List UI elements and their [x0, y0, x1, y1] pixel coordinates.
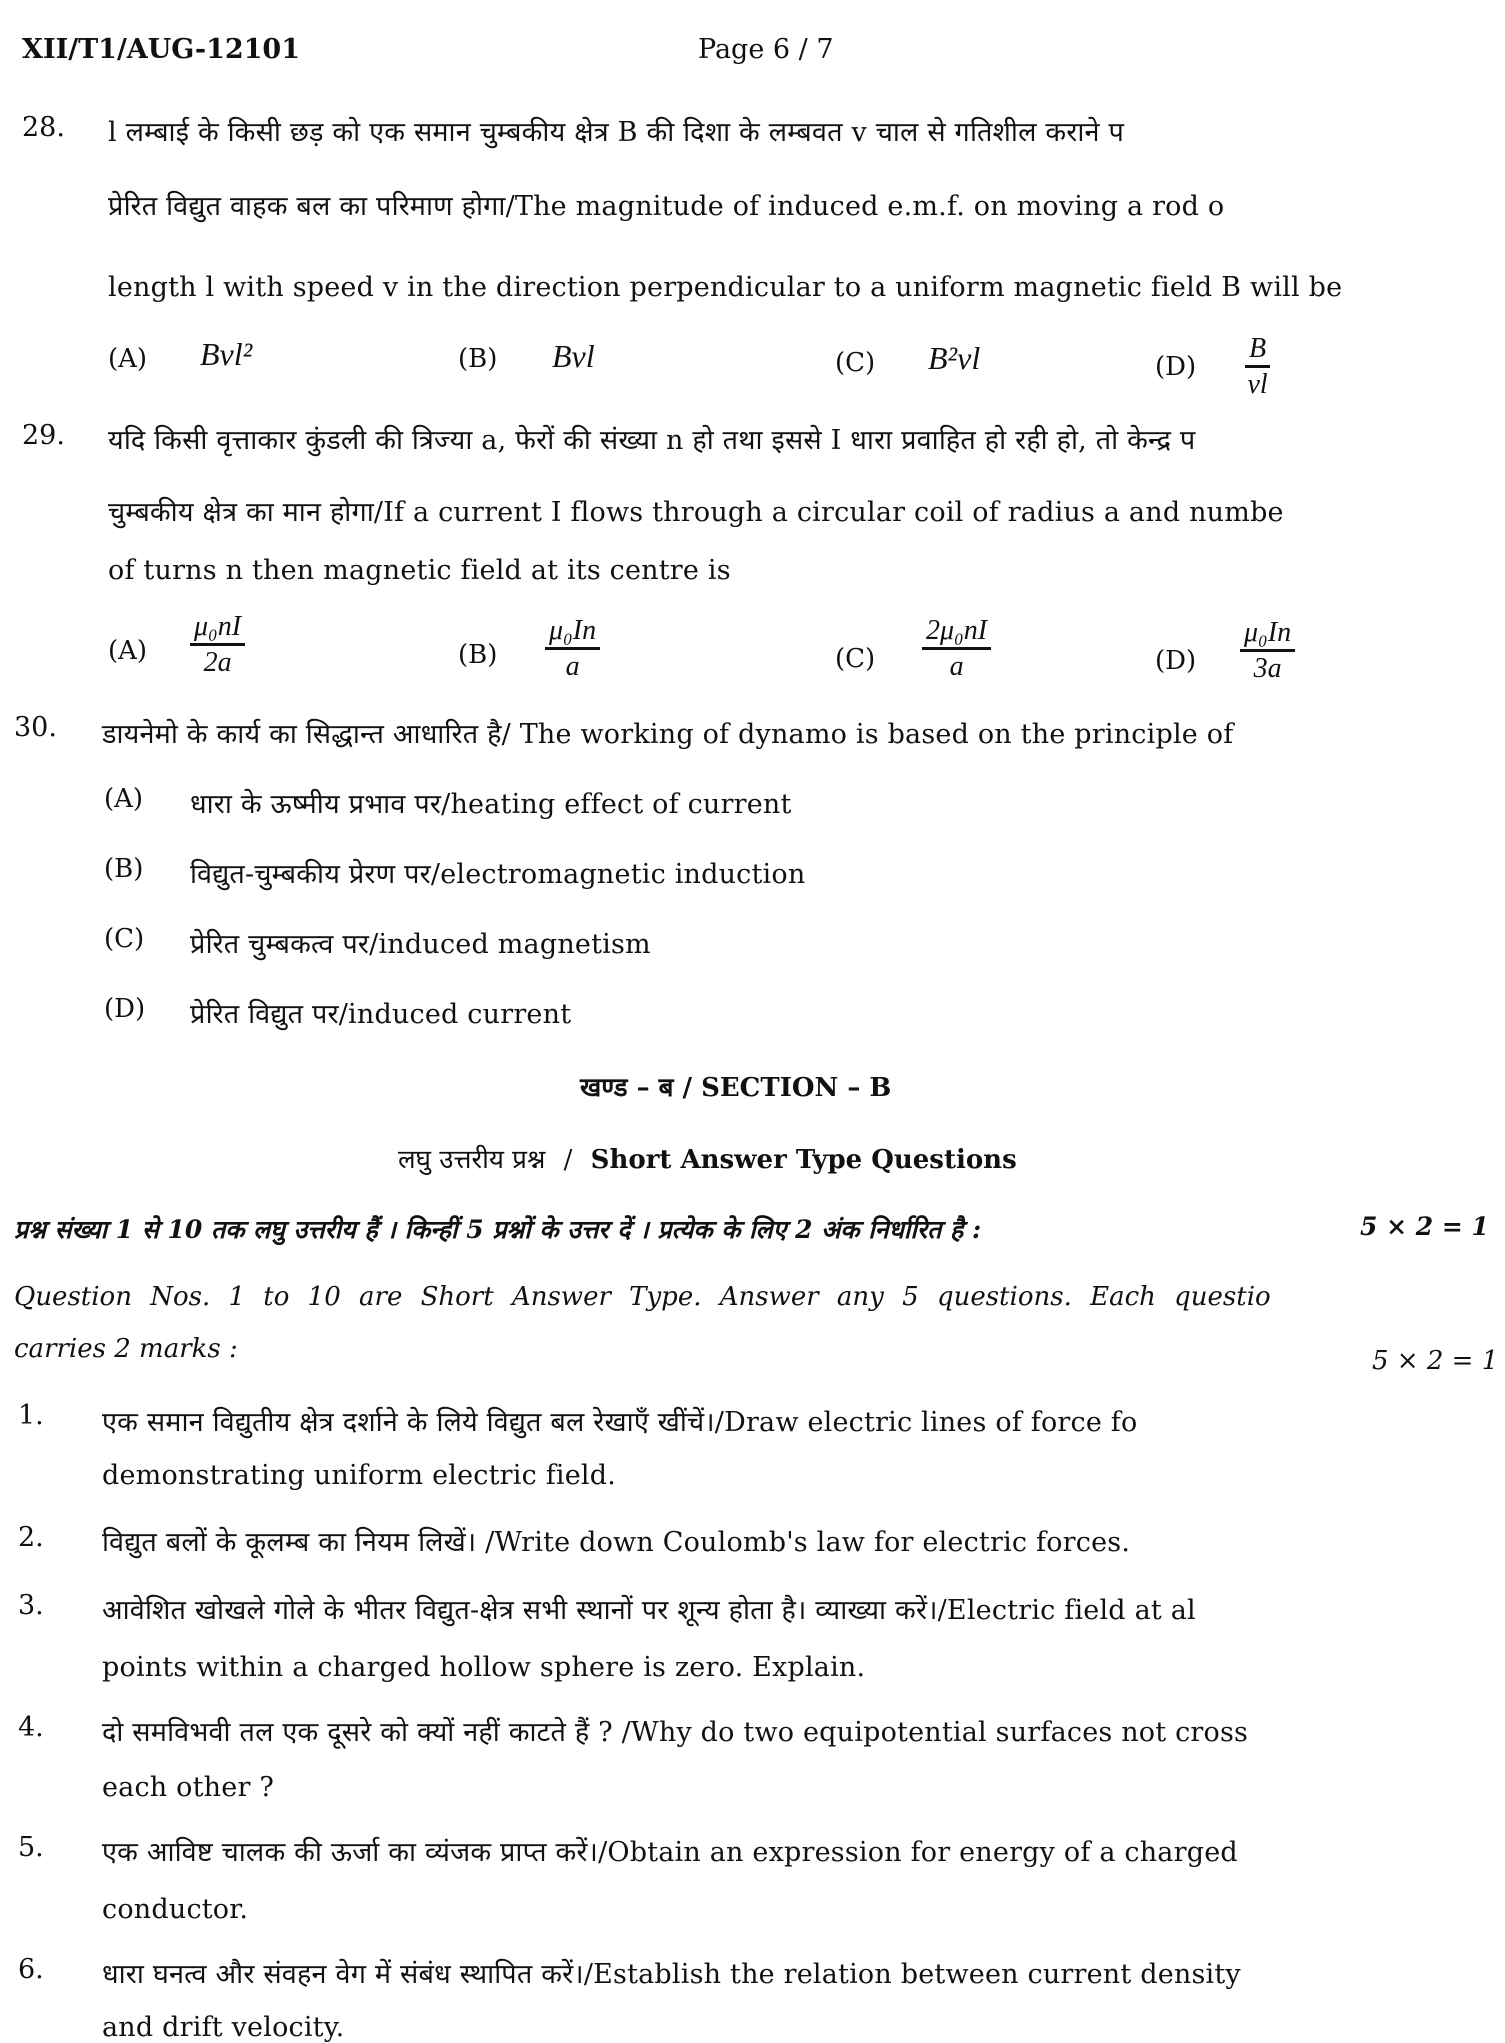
- question-text-line: डायनेमो के कार्य का सिद्धान्त आधारित है/ The working of dynamo is based on the principle of: [102, 719, 1234, 750]
- option-label: (D): [1155, 646, 1197, 676]
- question-text-line: length l with speed v in the direction perpendicular to a uniform magnetic field B will be: [108, 272, 1343, 303]
- denominator: 3a: [1253, 653, 1282, 685]
- question-number: 3.: [18, 1590, 44, 1621]
- option-label: (C): [104, 924, 145, 954]
- denominator: a: [565, 651, 580, 683]
- option-label: (D): [104, 994, 146, 1024]
- option-value: विद्युत-चुम्बकीय प्रेरण पर/electromagnetic induction: [190, 859, 806, 890]
- section-title: खण्ड – ब / SECTION – B: [580, 1073, 892, 1103]
- question-number: 28.: [22, 112, 65, 143]
- question-text-line: conductor.: [102, 1894, 249, 1925]
- paper-code: XII/T1/AUG-12101: [22, 34, 301, 65]
- question-text-line: demonstrating uniform electric field.: [102, 1460, 617, 1491]
- numerator: 2μ₀nI: [922, 616, 991, 650]
- question-text-line: आवेशित खोखले गोले के भीतर विद्युत-क्षेत्र सभी स्थानों पर शून्य होता है। व्याख्या करें।/Electric field at al: [102, 1595, 1196, 1626]
- option-label: (A): [104, 784, 144, 814]
- denominator: a: [949, 651, 964, 683]
- question-text-line: and drift velocity.: [102, 2012, 345, 2043]
- page-number: Page 6 / 7: [698, 34, 834, 65]
- numerator: μ₀In: [545, 616, 600, 650]
- question-text-line: एक आविष्ट चालक की ऊर्जा का व्यंजक प्राप्त करें।/Obtain an expression for energy of a charged: [102, 1837, 1238, 1868]
- instruction-hindi: प्रश्न संख्या 1 से 10 तक लघु उत्तरीय हैं । किन्हीं 5 प्रश्नों के उत्तर दें । प्रत्येक के लिए 2 अंक निर्धारित है :: [14, 1215, 982, 1244]
- option-value: Bvl²: [200, 336, 253, 372]
- option-label: (B): [458, 640, 498, 670]
- option-label: (B): [458, 344, 498, 374]
- question-text-line: l लम्बाई के किसी छड़ को एक समान चुम्बकीय क्षेत्र B की दिशा के लम्बवत v चाल से गतिशील कराने प: [108, 117, 1125, 148]
- question-text-line: of turns n then magnetic field at its centre is: [108, 555, 731, 586]
- option-fraction: [190, 612, 245, 678]
- subtitle-separator: /: [563, 1145, 573, 1175]
- subtitle-hindi: लघु उत्तरीय प्रश्न: [398, 1145, 546, 1175]
- option-fraction: [1240, 618, 1295, 684]
- question-number: 30.: [14, 712, 57, 743]
- option-fraction: [922, 616, 991, 682]
- question-number: 29.: [22, 420, 65, 451]
- numerator: B: [1245, 334, 1270, 368]
- option-label: (D): [1155, 352, 1197, 382]
- question-text-line: चुम्बकीय क्षेत्र का मान होगा/If a current I flows through a circular coil of radius a and numbe: [108, 497, 1284, 528]
- question-text-line: प्रेरित विद्युत वाहक बल का परिमाण होगा/The magnitude of induced e.m.f. on moving a rod o: [108, 191, 1225, 222]
- question-text-line: एक समान विद्युतीय क्षेत्र दर्शाने के लिये विद्युत बल रेखाएँ खींचें।/Draw electric lines of force fo: [102, 1407, 1138, 1438]
- question-number: 2.: [18, 1522, 44, 1553]
- option-label: (B): [104, 854, 144, 884]
- question-text-line: points within a charged hollow sphere is zero. Explain.: [102, 1652, 866, 1683]
- marks-hindi: 5 × 2 = 1: [1360, 1212, 1489, 1241]
- option-label: (A): [108, 344, 148, 374]
- option-label: (C): [835, 644, 876, 674]
- question-text-line: each other ?: [102, 1772, 275, 1803]
- option-label: (C): [835, 348, 876, 378]
- option-label: (A): [108, 636, 148, 666]
- option-value: Bvl: [552, 338, 595, 374]
- instruction-english: Question Nos. 1 to 10 are Short Answer Type. Answer any 5 questions. Each questio: [14, 1282, 1271, 1312]
- option-value: धारा के ऊष्मीय प्रभाव पर/heating effect of current: [190, 789, 792, 820]
- section-subtitle: [398, 1140, 1017, 1176]
- marks-english: 5 × 2 = 1: [1372, 1346, 1499, 1376]
- question-number: 4.: [18, 1712, 44, 1743]
- numerator: μ₀In: [1240, 618, 1295, 652]
- question-number: 1.: [18, 1400, 44, 1431]
- denominator: 2a: [203, 647, 232, 679]
- question-text-line: दो समविभवी तल एक दूसरे को क्यों नहीं काटते हैं ? /Why do two equipotential surfaces not cross: [102, 1717, 1249, 1748]
- option-value: प्रेरित विद्युत पर/induced current: [190, 999, 572, 1030]
- option-value: प्रेरित चुम्बकत्व पर/induced magnetism: [190, 929, 651, 960]
- question-number: 6.: [18, 1954, 44, 1985]
- option-fraction: [1245, 334, 1270, 400]
- numerator: μ₀nI: [190, 612, 245, 646]
- question-text-line: यदि किसी वृत्ताकार कुंडली की त्रिज्या a, फेरों की संख्या n हो तथा इससे I धारा प्रवाहित हो रही हो, तो केन्द्र प: [108, 425, 1196, 456]
- subtitle-english: Short Answer Type Questions: [590, 1145, 1017, 1175]
- instruction-english-line2: carries 2 marks :: [14, 1334, 238, 1364]
- option-fraction: [545, 616, 600, 682]
- question-number: 5.: [18, 1832, 44, 1863]
- option-value: B²vl: [928, 340, 981, 376]
- question-text-line: विद्युत बलों के कूलम्ब का नियम लिखें। /Write down Coulomb's law for electric forces.: [102, 1527, 1131, 1558]
- denominator: vl: [1247, 369, 1268, 401]
- question-text-line: धारा घनत्व और संवहन वेग में संबंध स्थापित करें।/Establish the relation between current density: [102, 1959, 1241, 1990]
